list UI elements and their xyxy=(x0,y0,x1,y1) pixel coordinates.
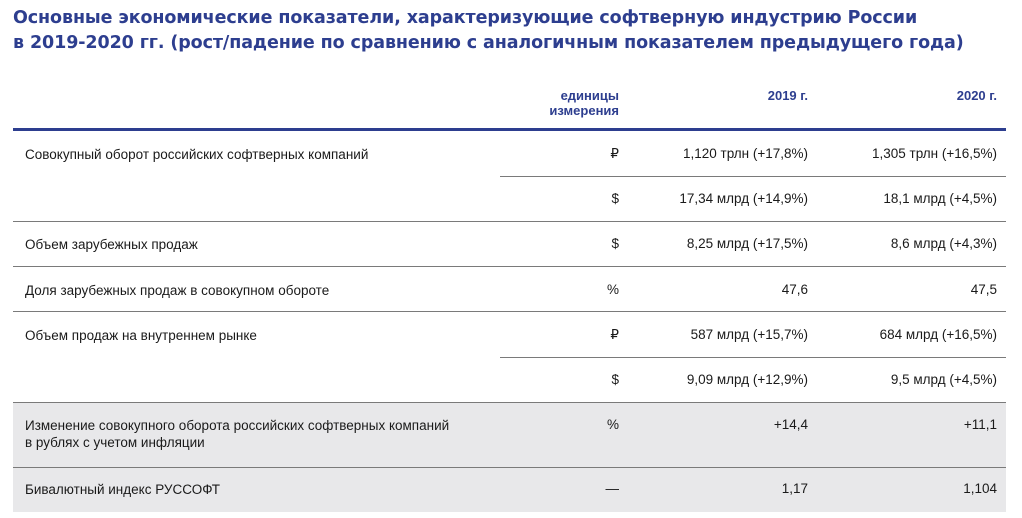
header-2020: 2020 г. xyxy=(956,88,997,103)
row-value-2020: 9,5 млрд (+4,5%) xyxy=(890,372,997,387)
row-label: Совокупный оборот российских софтверных компаний xyxy=(25,147,369,162)
row-value-2019: 1,17 xyxy=(781,481,808,496)
row-unit: ₽ xyxy=(610,146,619,161)
page-title xyxy=(13,6,1013,56)
row-label-line-1: Изменение совокупного оборота российских софтверных компаний xyxy=(25,418,450,433)
row-label-line-2: в рублях с учетом инфляции xyxy=(25,435,205,450)
row-value-2019: 47,6 xyxy=(781,282,808,297)
table-row xyxy=(13,177,1006,221)
row-value-2020: 684 млрд (+16,5%) xyxy=(879,327,997,342)
row-value-2020: 47,5 xyxy=(970,282,997,297)
row-value-2019: +14,4 xyxy=(773,417,808,432)
row-unit: — xyxy=(605,481,619,496)
row-label: Доля зарубежных продаж в совокупном обороте xyxy=(25,283,330,298)
row-unit: $ xyxy=(611,236,619,251)
row-value-2019: 9,09 млрд (+12,9%) xyxy=(686,372,808,387)
table-row xyxy=(13,267,1006,311)
title-line-1: Основные экономические показатели, характеризующие софтверную индустрию России xyxy=(13,8,918,28)
row-value-2020: +11,1 xyxy=(963,417,997,432)
row-value-2019: 8,25 млрд (+17,5%) xyxy=(686,236,808,251)
header-unit-line-1: единицы xyxy=(560,88,619,103)
row-value-2020: 8,6 млрд (+4,3%) xyxy=(890,236,997,251)
row-value-2019: 17,34 млрд (+14,9%) xyxy=(679,191,808,206)
table-row xyxy=(13,312,1006,357)
row-value-2020: 1,104 xyxy=(963,481,997,496)
row-unit: $ xyxy=(611,191,619,206)
row-label xyxy=(25,417,449,451)
row-label: Бивалютный индекс РУССОФТ xyxy=(25,482,220,497)
header-2019: 2019 г. xyxy=(767,88,808,103)
row-unit: ₽ xyxy=(610,327,619,342)
table-row xyxy=(13,222,1006,266)
row-value-2019: 587 млрд (+15,7%) xyxy=(690,327,808,342)
row-unit: % xyxy=(606,282,619,297)
table-row xyxy=(13,468,1006,512)
title-line-2: в 2019-2020 гг. (рост/падение по сравнению с аналогичным показателем предыдущего года) xyxy=(13,33,964,53)
table-row xyxy=(13,131,1006,176)
header-unit xyxy=(549,88,619,118)
header-unit-line-2: измерения xyxy=(549,103,619,118)
row-label: Объем зарубежных продаж xyxy=(25,237,198,252)
table-row xyxy=(13,403,1006,467)
row-label: Объем продаж на внутреннем рынке xyxy=(25,328,257,343)
table-header xyxy=(13,86,1006,128)
row-unit: $ xyxy=(611,372,619,387)
row-value-2020: 18,1 млрд (+4,5%) xyxy=(883,191,997,206)
row-unit: % xyxy=(606,417,619,432)
row-value-2019: 1,120 трлн (+17,8%) xyxy=(682,146,808,161)
table-row xyxy=(13,358,1006,402)
row-value-2020: 1,305 трлн (+16,5%) xyxy=(871,146,997,161)
